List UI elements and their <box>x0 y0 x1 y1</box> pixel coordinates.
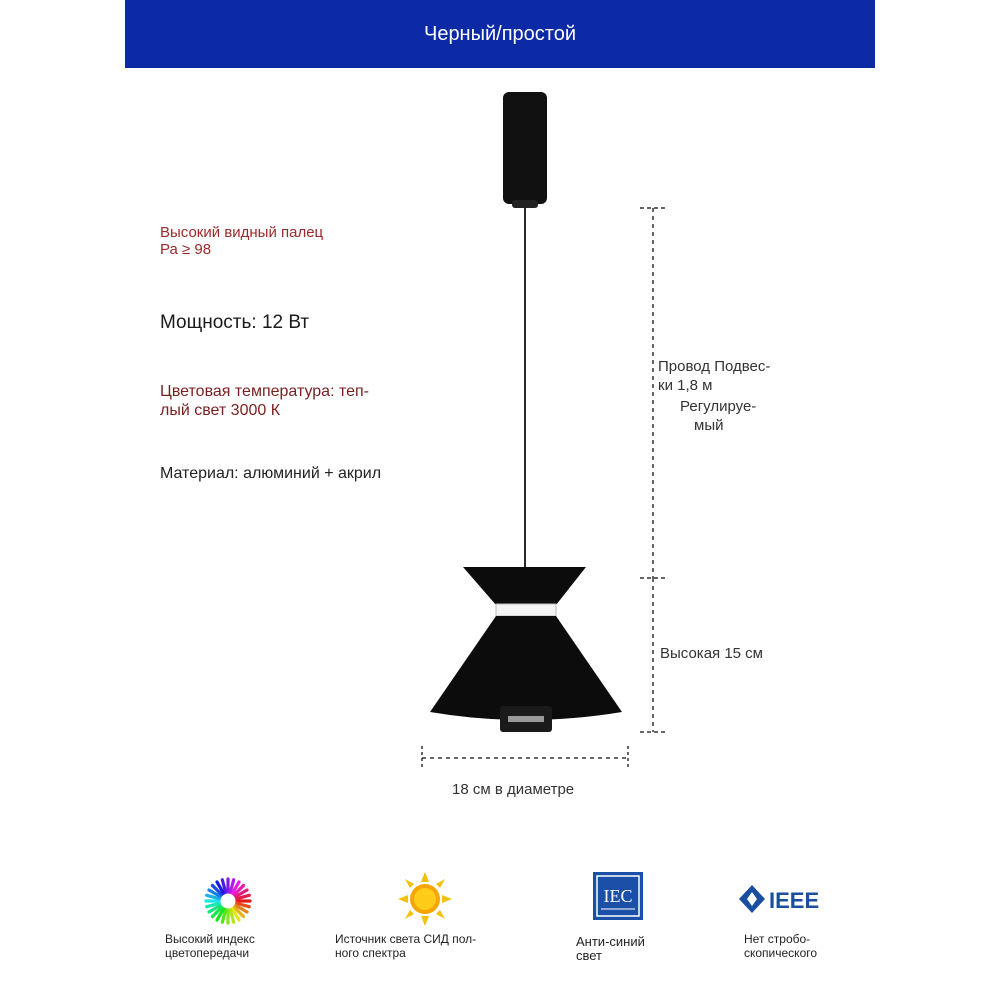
diameter-label: 18 см в диаметре <box>452 781 575 798</box>
spec-power: Мощность: 12 Вт <box>160 312 310 333</box>
lamp-canopy-base <box>512 200 538 208</box>
lamp-canopy <box>503 92 547 204</box>
lamp-lens-reflection <box>508 716 544 722</box>
feature-anti-blue-line-1: Анти-синий <box>576 934 645 949</box>
feature-full-spectrum-line-1: Источник света СИД пол- <box>335 932 477 946</box>
cord-length-line-1: Провод Подвес- <box>658 358 771 375</box>
feature-no-flicker-line-1: Нет стробо- <box>744 932 811 946</box>
feature-no-flicker <box>744 932 817 960</box>
ieee-logo-icon <box>738 884 834 914</box>
cord-adjustable-line-1: Регулируе- <box>680 398 757 415</box>
lamp-light-ring <box>496 604 556 616</box>
spec-cri-line-2: Ра ≥ 98 <box>160 241 212 258</box>
feature-anti-blue <box>576 935 645 963</box>
spec-cri-line-1: Высокий видный палец <box>160 224 324 241</box>
cord-length-line-2: ки 1,8 м <box>658 377 713 394</box>
iec-logo-icon <box>593 872 643 920</box>
page-title: Черный/простой <box>423 22 577 45</box>
lamp-lower-shade <box>430 616 622 720</box>
sun-icon <box>396 870 454 928</box>
spec-material: Материал: алюминий + акрил <box>160 465 382 482</box>
feature-cri-line-1: Высокий индекс <box>165 932 255 946</box>
feature-anti-blue-line-2: свет <box>576 948 603 963</box>
color-wheel-icon <box>204 877 252 925</box>
ieee-logo-text: IEEE <box>769 888 820 913</box>
spec-temp-line-1: Цветовая температура: теп- <box>160 383 370 400</box>
feature-no-flicker-line-2: скопического <box>744 946 818 960</box>
feature-cri-line-2: цветопередачи <box>165 946 250 960</box>
iec-logo-text: IEC <box>603 886 633 906</box>
feature-full-spectrum-line-2: ного спектра <box>335 946 406 960</box>
feature-cri <box>165 932 255 960</box>
cord-adjustable-label <box>680 397 800 435</box>
spec-temp-line-2: лый свет 3000 К <box>160 402 281 419</box>
cord-adjustable-line-2: мый <box>694 417 724 434</box>
feature-full-spectrum <box>335 932 476 960</box>
height-label: Высокая 15 см <box>660 645 763 662</box>
cord-length-label <box>658 357 818 395</box>
lamp-upper-shade <box>463 567 586 605</box>
